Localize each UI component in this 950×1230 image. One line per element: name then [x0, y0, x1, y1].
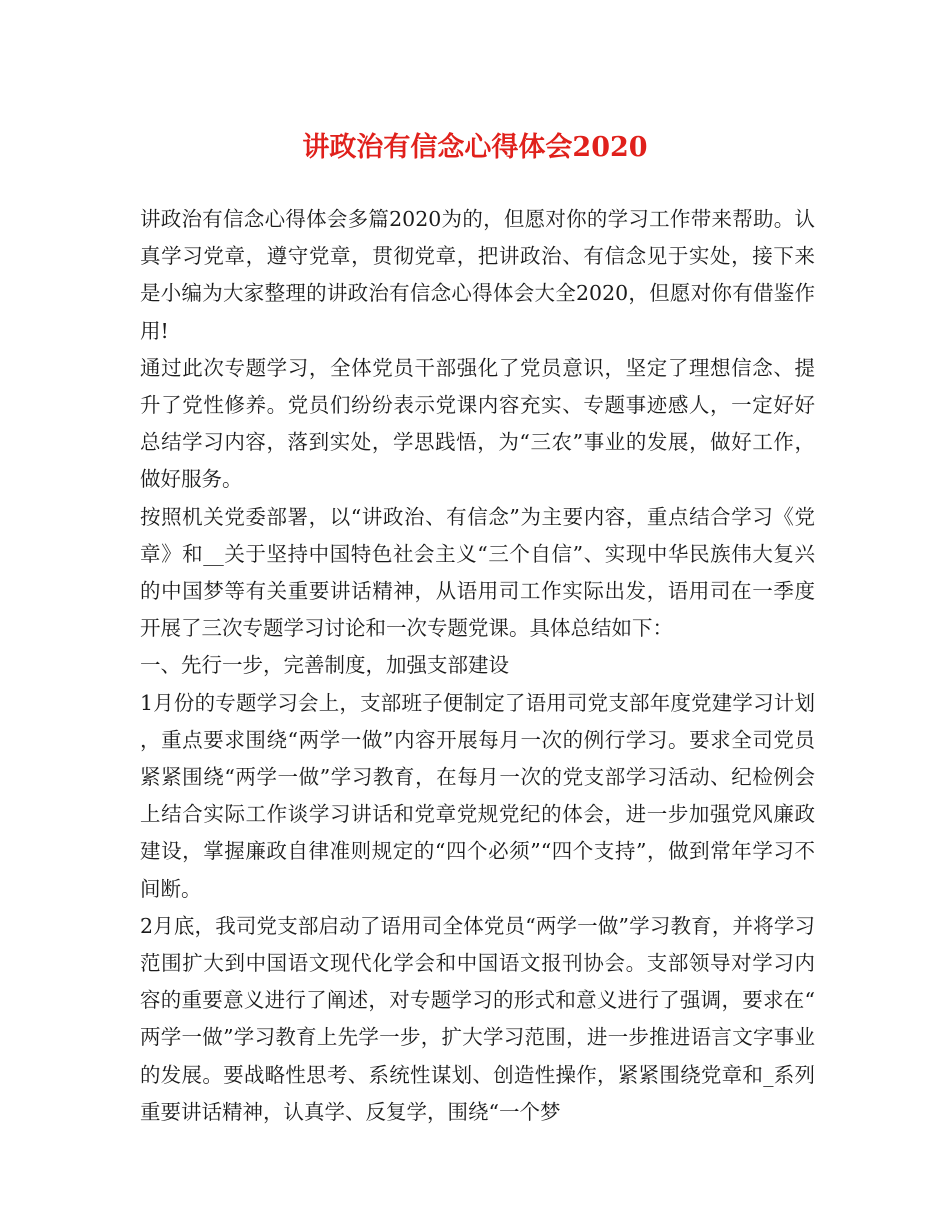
paragraph-intro: 讲政治有信念心得体会多篇2020为的，但愿对你的学习工作带来帮助。认真学习党章，遵守党章，贯彻党章，把讲政治、有信念见于实处，接下来是小编为大家整理的讲政治有信念心得体会大全2020，但愿对你有借鉴作用!	[140, 207, 815, 343]
paragraph-january: 1月份的专题学习会上，支部班子便制定了语用司党支部年度党建学习计划，重点要求围绕“两学一做”内容开展每月一次的例行学习。要求全司党员紧紧围绕“两学一做”学习教育，在每月一次的党支部学习活动、纪检例会上结合实际工作谈学习讲话和党章党规党纪的体会，进一步加强党风廉政建设，掌握廉政自律准则规定的“四个必须”“四个支持”，做到常年学习不间断。	[140, 690, 815, 901]
section-heading: 一、先行一步，完善制度，加强支部建设	[140, 653, 509, 678]
document-body	[140, 201, 815, 1131]
paragraph-february: 2月底，我司党支部启动了语用司全体党员“两学一做”学习教育，并将学习范围扩大到中国语文现代化学会和中国语文报刊协会。支部领导对学习内容的重要意义进行了阐述，对专题学习的形式和意义进行了强调，要求在“两学一做”学习教育上先学一步，扩大学习范围，进一步推进语言文字事业的发展。要战略性思考、系统性谋划、创造性操作，紧紧围绕党章和_系列重要讲话精神，认真学、反复学，围绕“一个梦	[140, 913, 815, 1124]
paragraph-study-result: 通过此次专题学习，全体党员干部强化了党员意识，坚定了理想信念、提升了党性修养。党员们纷纷表示党课内容充实、专题事迹感人，一定好好总结学习内容，落到实处，学思践悟，为“三农”事业的发展，做好工作，做好服务。	[140, 355, 815, 492]
paragraph-deployment: 按照机关党委部署，以“讲政治、有信念”为主要内容，重点结合学习《党章》和__关于坚持中国特色社会主义“三个自信”、实现中华民族伟大复兴的中国梦等有关重要讲话精神，从语用司工作实际出发，语用司在一季度开展了三次专题学习讨论和一次专题党课。具体总结如下：	[140, 504, 815, 641]
document-title: 讲政治有信念心得体会2020	[302, 132, 648, 163]
